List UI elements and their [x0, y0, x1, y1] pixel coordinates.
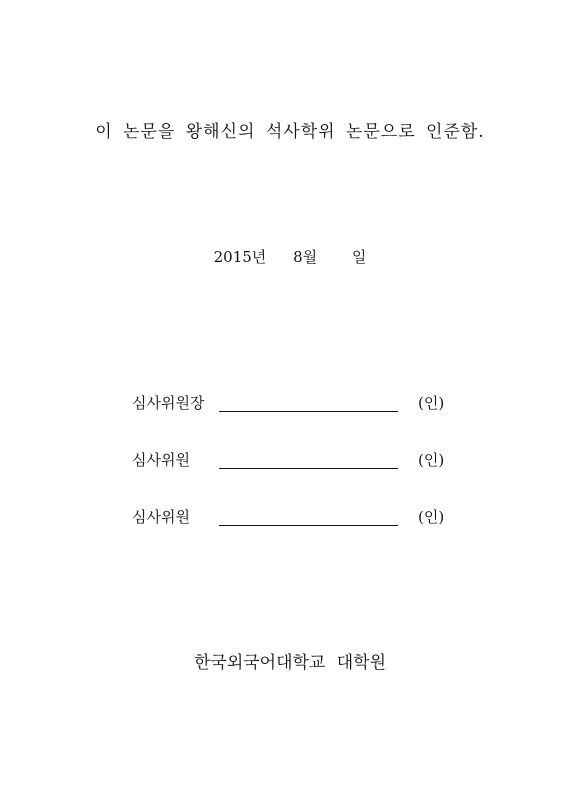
approval-statement: 이 논문을 왕해신의 석사학위 논문으로 인준함.	[95, 122, 485, 142]
committee-role: 심사위원	[132, 508, 190, 526]
date-day: 일	[351, 248, 367, 266]
signature-line	[219, 525, 398, 526]
signature-line	[219, 468, 398, 469]
institution-name: 한국외국어대학교 대학원	[193, 653, 387, 673]
seal-mark: (인)	[418, 508, 445, 526]
approval-date	[0, 246, 580, 267]
date-month: 8월	[293, 248, 318, 266]
seal-mark: (인)	[418, 451, 445, 469]
signature-row-chair	[0, 392, 580, 416]
signature-line	[219, 411, 398, 412]
date-year: 2015년	[213, 248, 267, 266]
seal-mark: (인)	[418, 394, 445, 412]
signature-row-member	[0, 506, 580, 530]
committee-role: 심사위원	[132, 451, 190, 469]
committee-role: 심사위원장	[132, 394, 205, 412]
signature-row-member	[0, 449, 580, 473]
